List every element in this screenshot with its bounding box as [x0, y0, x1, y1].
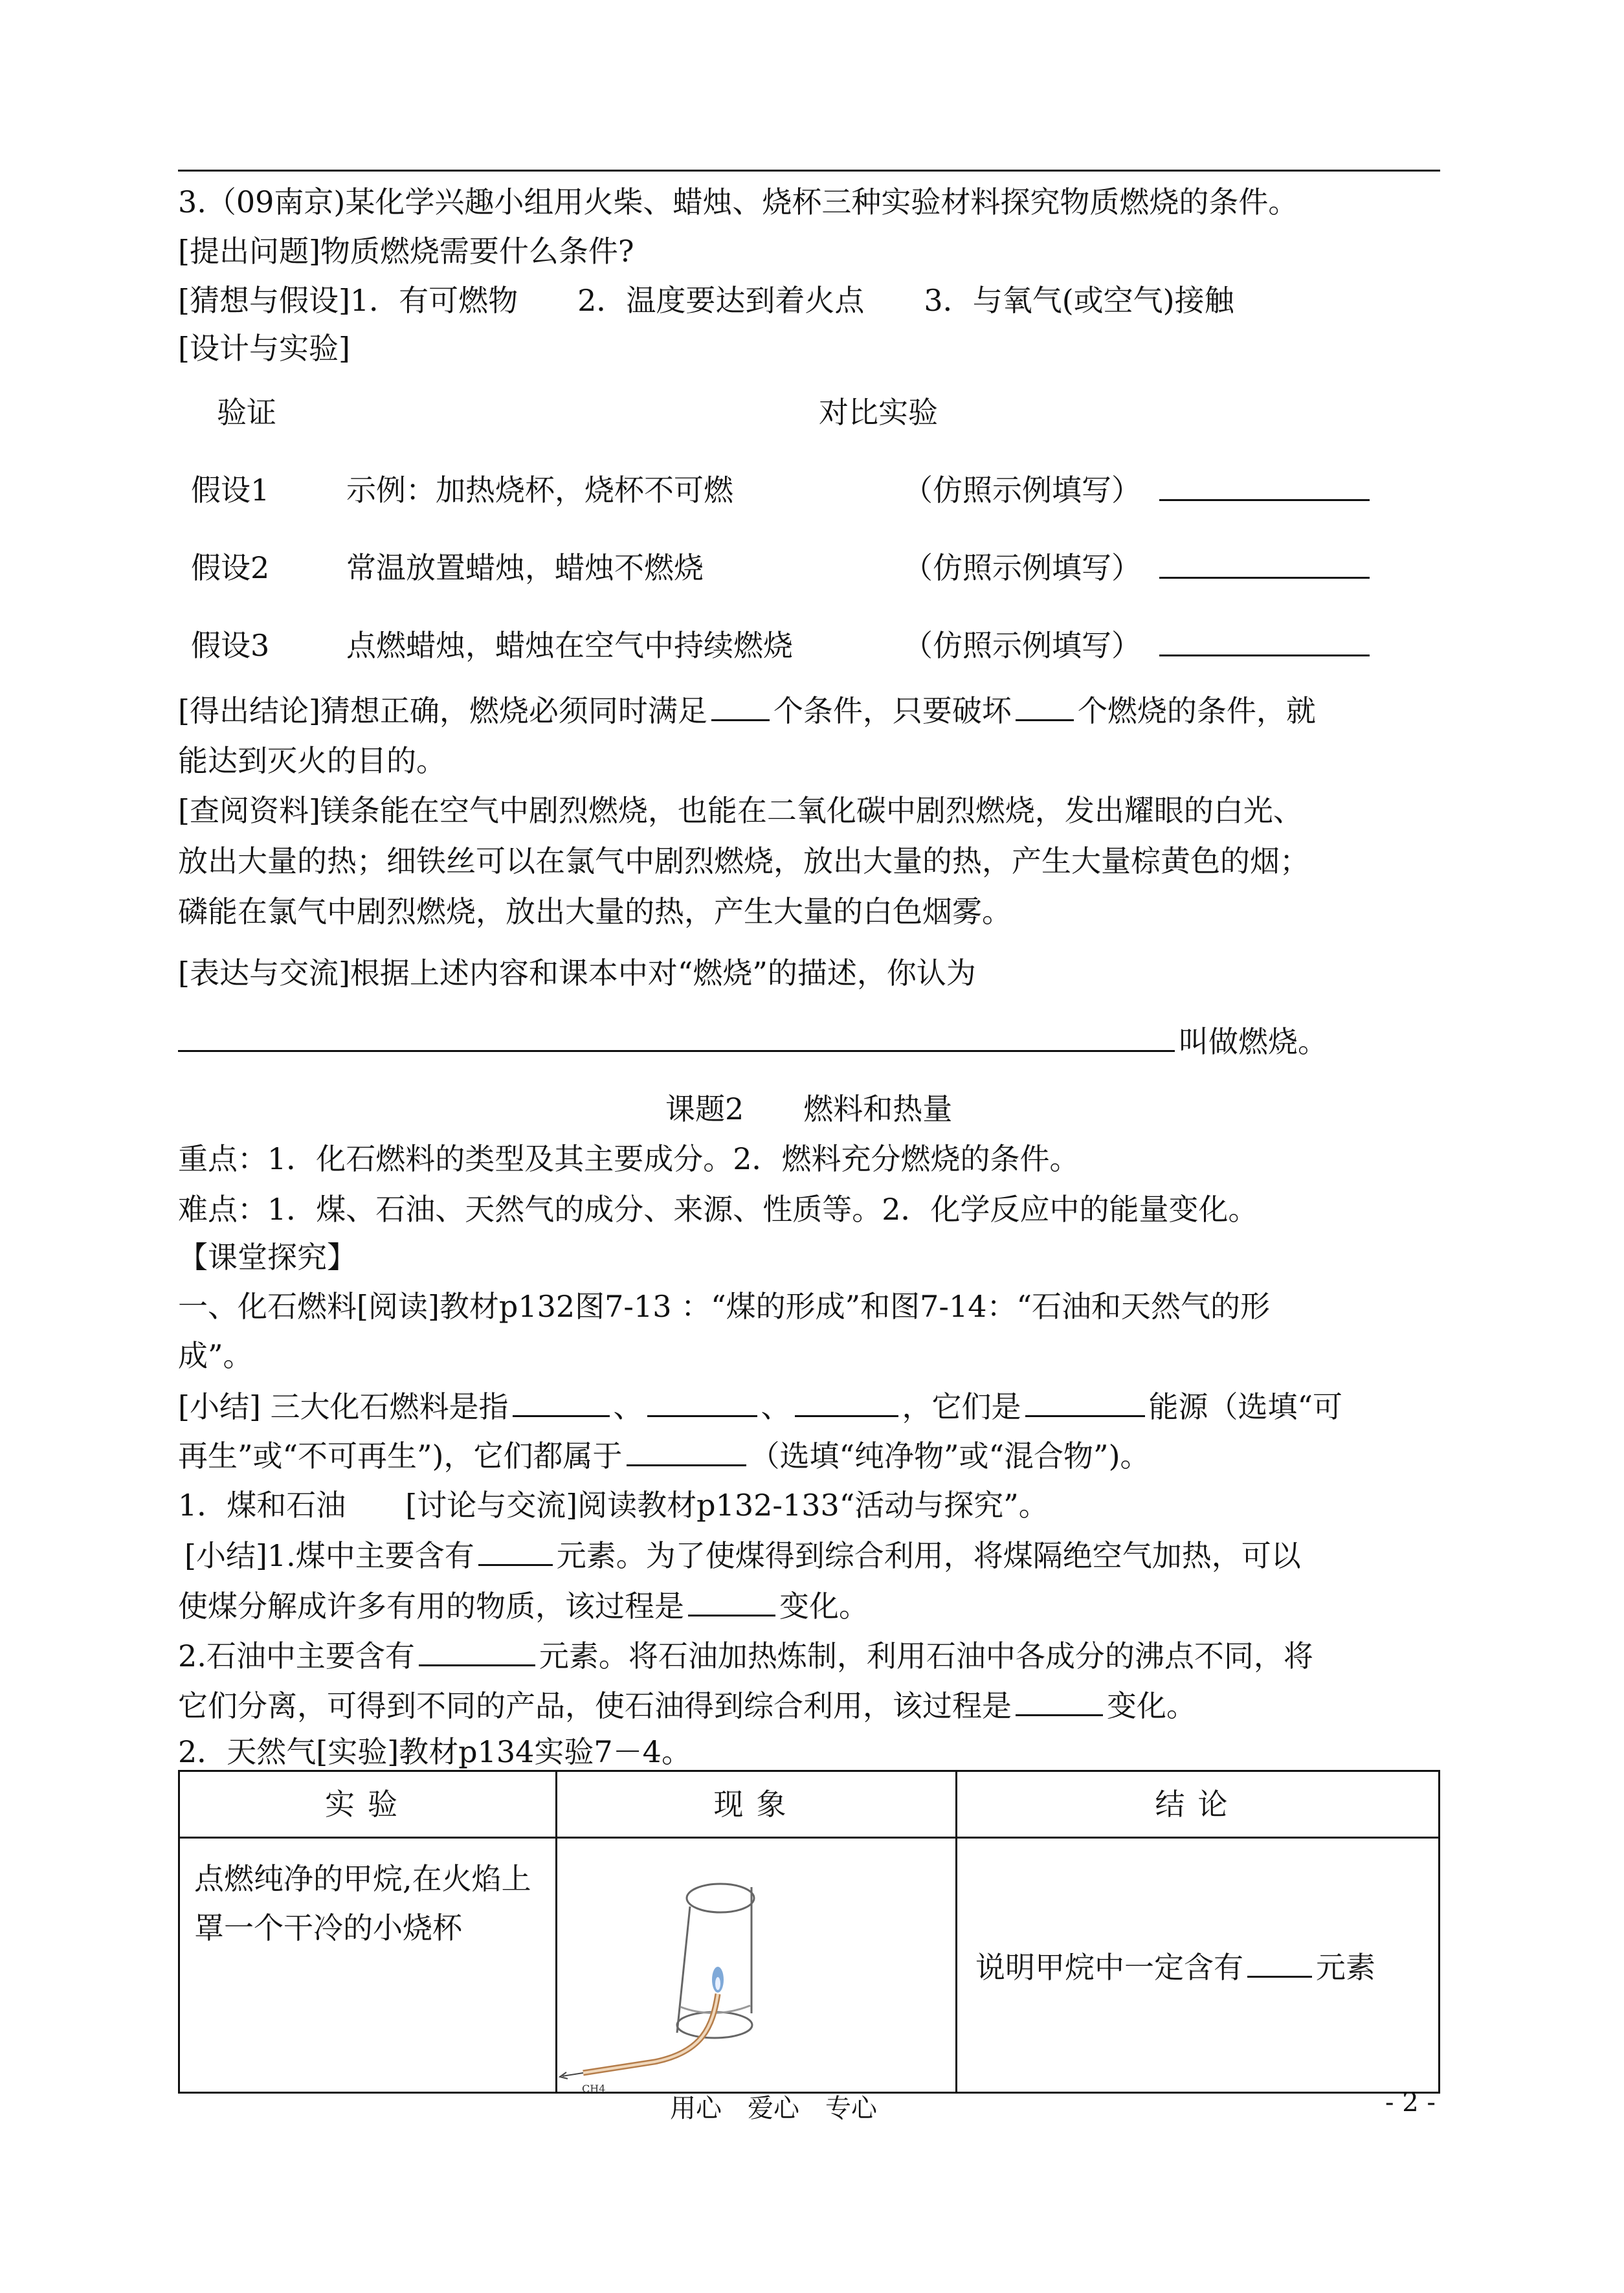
coal-oil-title: 1．煤和石油 [讨论与交流]阅读教材p132-133“活动与探究”。	[178, 1488, 1049, 1523]
hypothesis-2-text: 常温放置蜡烛，蜡烛不燃烧	[346, 550, 704, 585]
hypothesis-2-label: 假设2	[191, 550, 270, 585]
experiment-table	[178, 1770, 1440, 2094]
oil-element-blank[interactable]	[419, 1636, 535, 1666]
header-conclusion: 结论	[957, 1771, 1440, 1838]
footer-motto: 用心 爱心 专心	[670, 2094, 877, 2123]
hypothesis-1-blank[interactable]	[1155, 471, 1374, 510]
express-blank[interactable]	[178, 1022, 1175, 1052]
oil-summary: 2.石油中主要含有 元素。将石油加热炼制，利用石油中各成分的沸点不同，将	[178, 1636, 1313, 1675]
beaker-flame-figure	[557, 1839, 955, 2095]
conclusion-cell: 说明甲烷中一定含有 元素	[957, 1838, 1440, 2093]
col-verify: 验证	[217, 395, 276, 430]
header-rule	[178, 170, 1440, 172]
hypothesis-1-text: 示例：加热烧杯，烧杯不可燃	[346, 473, 733, 508]
substance-type-blank[interactable]	[627, 1436, 746, 1466]
classroom-explore: 【课堂探究】	[178, 1240, 357, 1275]
header-experiment: 实验	[179, 1771, 557, 1838]
phenomenon-cell	[557, 1838, 957, 2093]
summary-fossil-fuels: [小结] 三大化石燃料是指 、 、 ，它们是 能源（选填“可	[178, 1387, 1342, 1426]
coal-summary: [小结]1.煤中主要含有 元素。为了使煤得到综合利用，将煤隔绝空气加热，可以	[184, 1536, 1301, 1575]
hypothesis-3-text: 点燃蜡烛，蜡烛在空气中持续燃烧	[346, 628, 793, 663]
q3-reference-2: 放出大量的热；细铁丝可以在氯气中剧烈燃烧，放出大量的热，产生大量棕黄色的烟；	[178, 844, 1309, 878]
q3-express-line: 叫做燃烧。	[178, 1022, 1328, 1061]
fossil-fuel-reading: 一、化石燃料[阅读]教材p132图7-13 ：“煤的形成”和图7-14：“石油和天然气的形	[178, 1289, 1270, 1324]
conclusion-blank-2[interactable]	[1016, 691, 1074, 721]
coal-summary-cont: 使煤分解成许多有用的物质，该过程是 变化。	[178, 1586, 869, 1626]
methane-element-blank[interactable]	[1247, 1947, 1312, 1978]
hypothesis-3-hint: （仿照示例填写）	[903, 628, 1141, 663]
q3-conclusion: [得出结论]猜想正确，燃烧必须同时满足 个条件，只要破坏 个燃烧的条件，就	[178, 691, 1316, 730]
hypothesis-3-blank[interactable]	[1155, 626, 1374, 666]
coal-element-blank[interactable]	[478, 1536, 553, 1566]
q3-conclusion-cont: 能达到灭火的目的。	[178, 743, 446, 778]
page-number: - 2 -	[1385, 2088, 1436, 2118]
lesson-key-points: 重点：1．化石燃料的类型及其主要成分。2．燃料充分燃烧的条件。	[178, 1141, 1080, 1176]
header-phenomenon: 现象	[557, 1771, 957, 1838]
fossil-blank-3[interactable]	[795, 1387, 898, 1417]
fossil-blank-2[interactable]	[647, 1387, 757, 1417]
q3-express: [表达与交流]根据上述内容和课本中对“燃烧”的描述，你认为	[178, 956, 976, 990]
q3-reference-1: [查阅资料]镁条能在空气中剧烈燃烧，也能在二氧化碳中剧烈燃烧，发出耀眼的白光、	[178, 793, 1303, 828]
col-compare: 对比实验	[819, 395, 938, 430]
conclusion-blank-1[interactable]	[711, 691, 770, 721]
experiment-cell: 点燃纯净的甲烷,在火焰上罩一个干冷的小烧杯	[179, 1838, 557, 2093]
energy-type-blank[interactable]	[1025, 1387, 1145, 1417]
summary-fossil-fuels-cont: 再生”或“不可再生”)，它们都属于 （选填“纯净物”或“混合物”)。	[178, 1436, 1150, 1475]
oil-summary-cont: 它们分离，可得到不同的产品，使石油得到综合利用，该过程是 变化。	[178, 1686, 1196, 1725]
coal-change-blank[interactable]	[688, 1586, 775, 1616]
fossil-fuel-reading-cont: 成”。	[178, 1338, 253, 1373]
flame-icon	[712, 1967, 724, 1993]
q3-reference-3: 磷能在氯气中剧烈燃烧，放出大量的热，产生大量的白色烟雾。	[178, 894, 1012, 929]
hypothesis-3-label: 假设3	[191, 628, 270, 663]
hypothesis-2-blank[interactable]	[1155, 548, 1374, 588]
lesson-title: 课题2 燃料和热量	[665, 1091, 953, 1126]
hypothesis-2-hint: （仿照示例填写）	[903, 550, 1141, 585]
q3-question: [提出问题]物质燃烧需要什么条件?	[178, 234, 634, 269]
hypothesis-1-label: 假设1	[191, 473, 270, 508]
lesson-difficulties: 难点：1．煤、石油、天然气的成分、来源、性质等。2．化学反应中的能量变化。	[178, 1192, 1258, 1227]
q3-intro: 3.（09南京)某化学兴趣小组用火柴、蜡烛、烧杯三种实验材料探究物质燃烧的条件。	[178, 185, 1298, 219]
figure-label: CH4	[582, 2083, 606, 2095]
natural-gas-title: 2．天然气[实验]教材p134实验7－4。	[178, 1734, 691, 1769]
q3-hypothesis: [猜想与假设]1．有可燃物 2．温度要达到着火点 3．与氧气(或空气)接触	[178, 283, 1234, 318]
fossil-blank-1[interactable]	[513, 1387, 610, 1417]
q3-design: [设计与实验]	[178, 331, 350, 366]
hypothesis-1-hint: （仿照示例填写）	[903, 473, 1141, 508]
oil-change-blank[interactable]	[1016, 1686, 1103, 1716]
